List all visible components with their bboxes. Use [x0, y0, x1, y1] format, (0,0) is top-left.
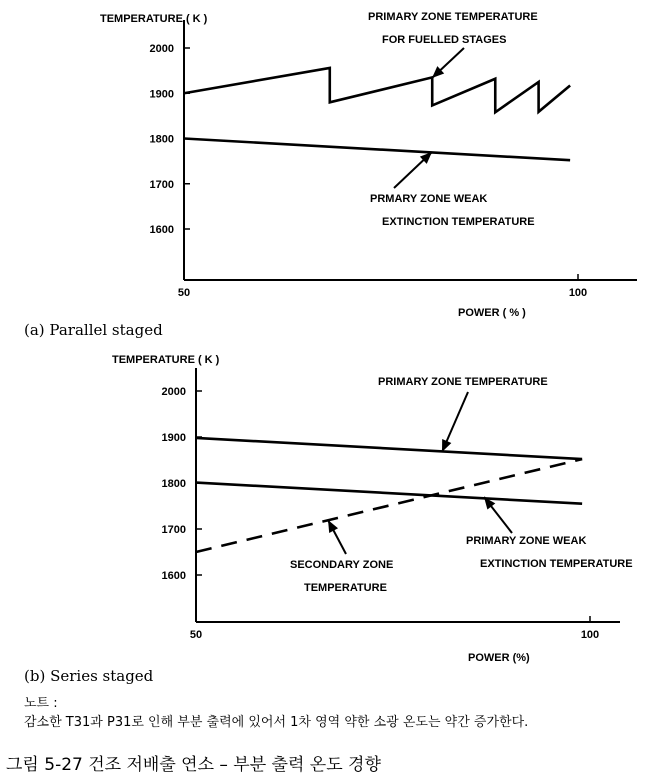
x-tick-label-b-50: 50 [189, 629, 203, 641]
y-tick-label-a-1600: 1600 [149, 224, 174, 236]
y-axis-title-a: TEMPERATURE ( K ) [100, 13, 208, 25]
y-tick-label-a-1700: 1700 [149, 178, 174, 191]
panel-caption-a: (a) Parallel staged [24, 321, 163, 339]
annotation-arrow-b-0-head [442, 439, 451, 452]
annotation-a-3: EXTINCTION TEMPERATURE [382, 216, 535, 228]
y-tick-label-b-2000: 2000 [161, 386, 186, 398]
chart-series-staged [0, 340, 668, 685]
panel-caption-b: (b) Series staged [24, 667, 154, 685]
y-tick-label-a-1900: 1900 [149, 88, 174, 101]
annotation-b-4: TEMPERATURE [304, 582, 387, 594]
series-line-b-0 [196, 438, 582, 459]
y-tick-label-b-1700: 1700 [161, 524, 186, 536]
x-tick-label-a-50: 50 [177, 287, 191, 299]
y-tick-label-b-1800: 1800 [161, 478, 186, 490]
chart-parallel-staged [0, 0, 668, 340]
y-axis-title-b: TEMPERATURE ( K ) [112, 354, 220, 366]
annotation-b-2: EXTINCTION TEMPERATURE [480, 558, 633, 570]
series-line-a-1 [184, 139, 570, 161]
x-axis-title-b: POWER (%) [468, 652, 530, 664]
y-tick-label-b-1900: 1900 [161, 432, 186, 444]
y-tick-label-a-2000: 2000 [149, 43, 174, 55]
x-axis-title-a: POWER ( % ) [458, 307, 526, 319]
annotation-b-3: SECONDARY ZONE [290, 559, 394, 571]
annotation-b-0: PRIMARY ZONE TEMPERATURE [378, 376, 548, 388]
y-tick-label-b-1600: 1600 [161, 570, 186, 582]
series-line-a-0 [184, 68, 570, 112]
x-tick-label-b-100: 100 [580, 629, 600, 641]
annotation-a-0: PRIMARY ZONE TEMPERATURE [368, 11, 538, 23]
annotation-a-1: FOR FUELLED STAGES [382, 34, 507, 46]
y-tick-label-a-1800: 1800 [149, 133, 174, 146]
x-tick-label-a-100: 100 [568, 287, 588, 299]
note-text: 감소한 T31과 P31로 인해 부분 출력에 있어서 1차 영역 약한 소광 온도는 약간 증가한다. [24, 715, 529, 730]
figure-caption: 그림 5-27 건조 저배출 연소 – 부분 출력 온도 경향 [6, 755, 381, 775]
series-line-b-1 [196, 483, 582, 504]
annotation-a-2: PRMARY ZONE WEAK [370, 193, 488, 205]
note-label: 노트 : [24, 696, 58, 711]
annotation-b-1: PRIMARY ZONE WEAK [466, 535, 587, 547]
